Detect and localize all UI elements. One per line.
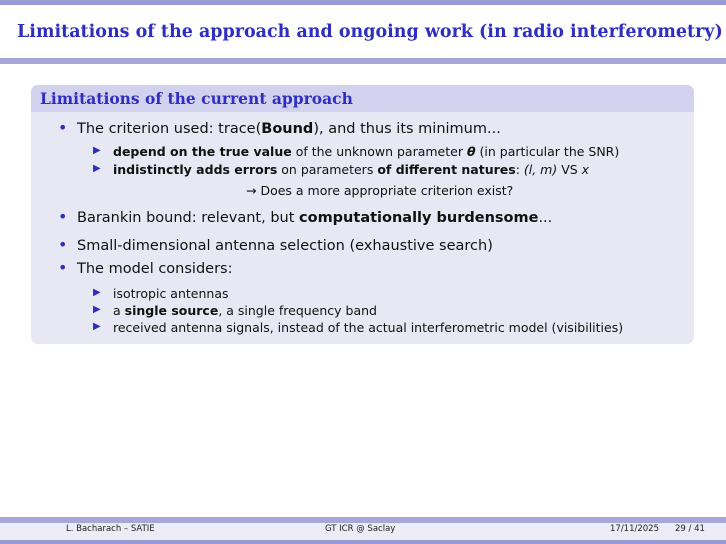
subitem-errors-bold2: of different natures <box>377 162 516 177</box>
math-lm: (l, m) <box>523 162 558 177</box>
triangle-bullet-icon: ▶ <box>93 163 101 174</box>
subitem-errors-bold1: indistinctly adds errors <box>113 162 278 177</box>
subitem-true-value-post: (in particular the SNR) <box>475 144 620 159</box>
item-criterion-post: ), and thus its minimum... <box>313 121 501 137</box>
item-barankin-post: ... <box>538 210 553 226</box>
title-rule <box>0 58 726 64</box>
criterion-question: → Does a more appropriate criterion exist? <box>246 183 514 198</box>
bullet-icon: • <box>58 235 68 254</box>
subitem-signals: received antenna signals, instead of the actual interferometric model (visibilities) <box>113 320 624 335</box>
limitations-block <box>31 85 694 344</box>
subitem-true-value-mid: of the unknown parameter <box>291 144 467 159</box>
bullet-icon: • <box>58 118 68 137</box>
item-criterion-bold: Bound <box>261 121 314 137</box>
subitem-true-value-bold: depend on the true value <box>113 144 292 159</box>
item-barankin <box>77 210 552 226</box>
block-title: Limitations of the current approach <box>40 89 353 108</box>
item-antenna-selection: Small-dimensional antenna selection (exhaustive search) <box>77 238 493 254</box>
bullet-icon: • <box>58 258 68 277</box>
footer-author: L. Bacharach – SATIE <box>66 524 155 534</box>
math-x: x <box>581 162 590 177</box>
footer-bottom-bar <box>0 540 726 544</box>
subitem-single-source-post: , a single frequency band <box>218 303 377 318</box>
subitem-single-source-pre: a <box>113 303 125 318</box>
item-barankin-pre: Barankin bound: relevant, but <box>77 210 300 226</box>
bullet-icon: • <box>58 207 68 226</box>
theta-symbol: θ <box>466 144 476 159</box>
footer <box>0 517 726 544</box>
triangle-bullet-icon: ▶ <box>93 321 101 332</box>
subitem-single-source-bold: single source <box>124 303 219 318</box>
subitem-single-source <box>113 303 377 318</box>
triangle-bullet-icon: ▶ <box>93 287 101 298</box>
block-header <box>31 85 694 112</box>
subitem-errors-mid: on parameters <box>277 162 378 177</box>
footer-event: GT ICR @ Saclay <box>325 524 396 534</box>
footer-page: 29 / 41 <box>675 524 705 534</box>
top-bar <box>0 0 726 5</box>
subitem-errors-vs: VS <box>557 162 582 177</box>
subitem-errors-post: : <box>515 162 524 177</box>
slide-title: Limitations of the approach and ongoing work (in radio interferometry) <box>17 22 723 42</box>
triangle-bullet-icon: ▶ <box>93 145 101 156</box>
item-criterion-pre: The criterion used: trace( <box>77 121 262 137</box>
item-model: The model considers: <box>77 261 233 277</box>
footer-date: 17/11/2025 <box>610 524 659 534</box>
item-barankin-bold: computationally burdensome <box>299 210 539 226</box>
triangle-bullet-icon: ▶ <box>93 304 101 315</box>
item-criterion <box>77 121 501 137</box>
subitem-true-value <box>113 144 619 159</box>
subitem-isotropic: isotropic antennas <box>113 286 229 301</box>
subitem-errors <box>113 162 589 177</box>
